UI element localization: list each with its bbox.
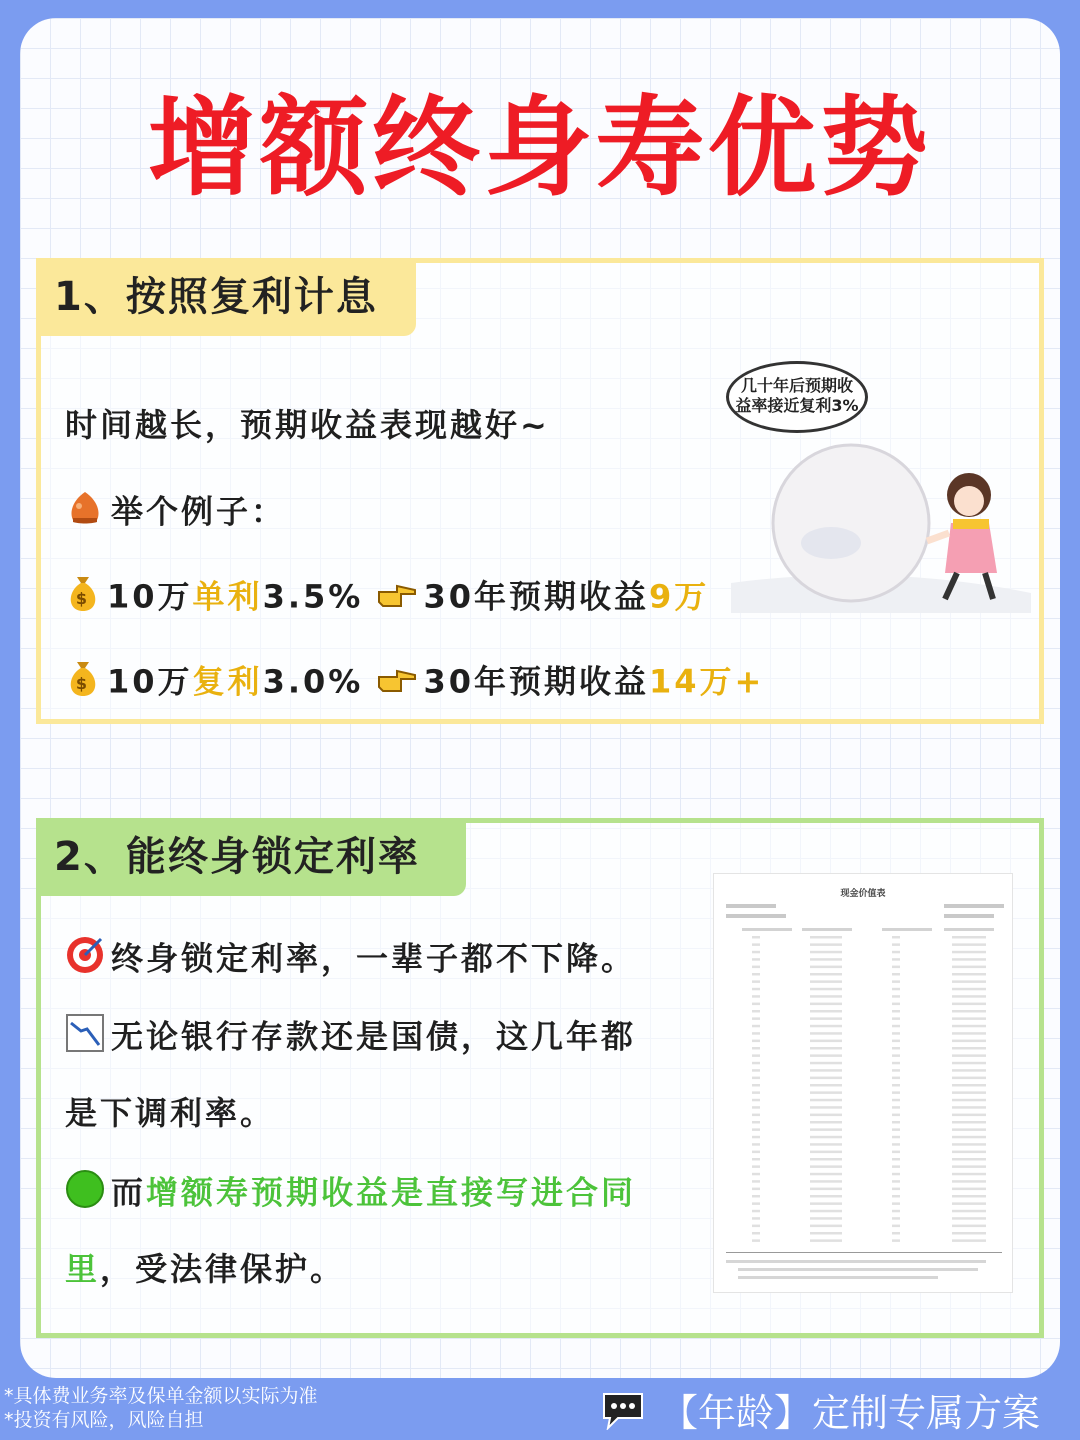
point1-text: 终身锁定利率，一辈子都不下降。 (111, 939, 637, 978)
row2-rate-type: 复利 (192, 662, 263, 701)
cta-label: 【年龄】定制专属方案 (660, 1391, 1041, 1435)
money-bag-icon (65, 658, 101, 709)
disclaimer-1: *具体费业务率及保单金额以实际为准 (4, 1385, 318, 1407)
row1-amount: 10万 (107, 577, 193, 616)
point3-line2 (65, 1247, 345, 1291)
chart-decreasing-icon (65, 1013, 105, 1064)
chestnut-icon (65, 488, 105, 539)
point3-highlight-line1: 增额寿预期收益是直接写进合同 (146, 1173, 637, 1212)
example-row-compound (65, 658, 764, 709)
green-circle-icon (65, 1169, 105, 1220)
pointing-hand-icon (377, 577, 417, 621)
point3-highlight-line2: 里 (65, 1250, 101, 1288)
example-row-simple (65, 573, 709, 624)
row1-result-label: 30年预期收益 (423, 577, 649, 616)
section-compound-interest (36, 258, 1044, 724)
disclaimer-2: *投资有风险，风险自担 (4, 1409, 204, 1431)
target-icon (65, 935, 105, 986)
section2-heading: 2、能终身锁定利率 (36, 818, 466, 896)
bubble-line2: 益率接近复利3% (735, 396, 859, 415)
content-card (20, 18, 1060, 1378)
cash-value-table-image (713, 873, 1013, 1293)
point-lock-rate (65, 935, 636, 986)
doc-table-lines (714, 874, 1014, 1294)
example-line (65, 488, 286, 539)
custom-plan-cta[interactable] (600, 1388, 1040, 1438)
row2-result: 14万+ (649, 662, 765, 701)
pointing-hand-icon (377, 662, 417, 706)
doc-title: 现金价值表 (840, 889, 886, 899)
point-contract (65, 1169, 636, 1220)
money-bag-icon (65, 573, 101, 624)
bubble-line1: 几十年后预期收 (740, 376, 853, 395)
row1-result: 9万 (649, 577, 710, 616)
section1-heading: 1、按照复利计息 (36, 258, 416, 336)
svg-text:$: $ (75, 589, 91, 608)
chat-bubble-icon (600, 1390, 646, 1440)
page-title: 增额终身寿优势 (147, 86, 932, 211)
point-rate-cuts (65, 1013, 636, 1064)
row1-rate-type: 单利 (192, 577, 263, 616)
speech-bubble (726, 361, 868, 433)
row1-rate: 3.5% (262, 577, 364, 616)
point2-line1: 无论银行存款还是国债，这几年都 (111, 1017, 637, 1056)
point3-suffix: ，受法律保护。 (100, 1250, 346, 1288)
row2-amount: 10万 (107, 662, 193, 701)
section1-intro: 时间越长，预期收益表现越好~ (65, 406, 550, 444)
svg-text:$: $ (75, 674, 91, 693)
example-label: 举个例子： (111, 492, 287, 531)
row2-result-label: 30年预期收益 (423, 662, 649, 701)
section-lock-rate (36, 818, 1044, 1338)
snowball-illustration (731, 433, 1031, 617)
row2-rate: 3.0% (262, 662, 364, 701)
point3-prefix: 而 (111, 1173, 147, 1212)
point2-line2: 是下调利率。 (65, 1094, 276, 1132)
